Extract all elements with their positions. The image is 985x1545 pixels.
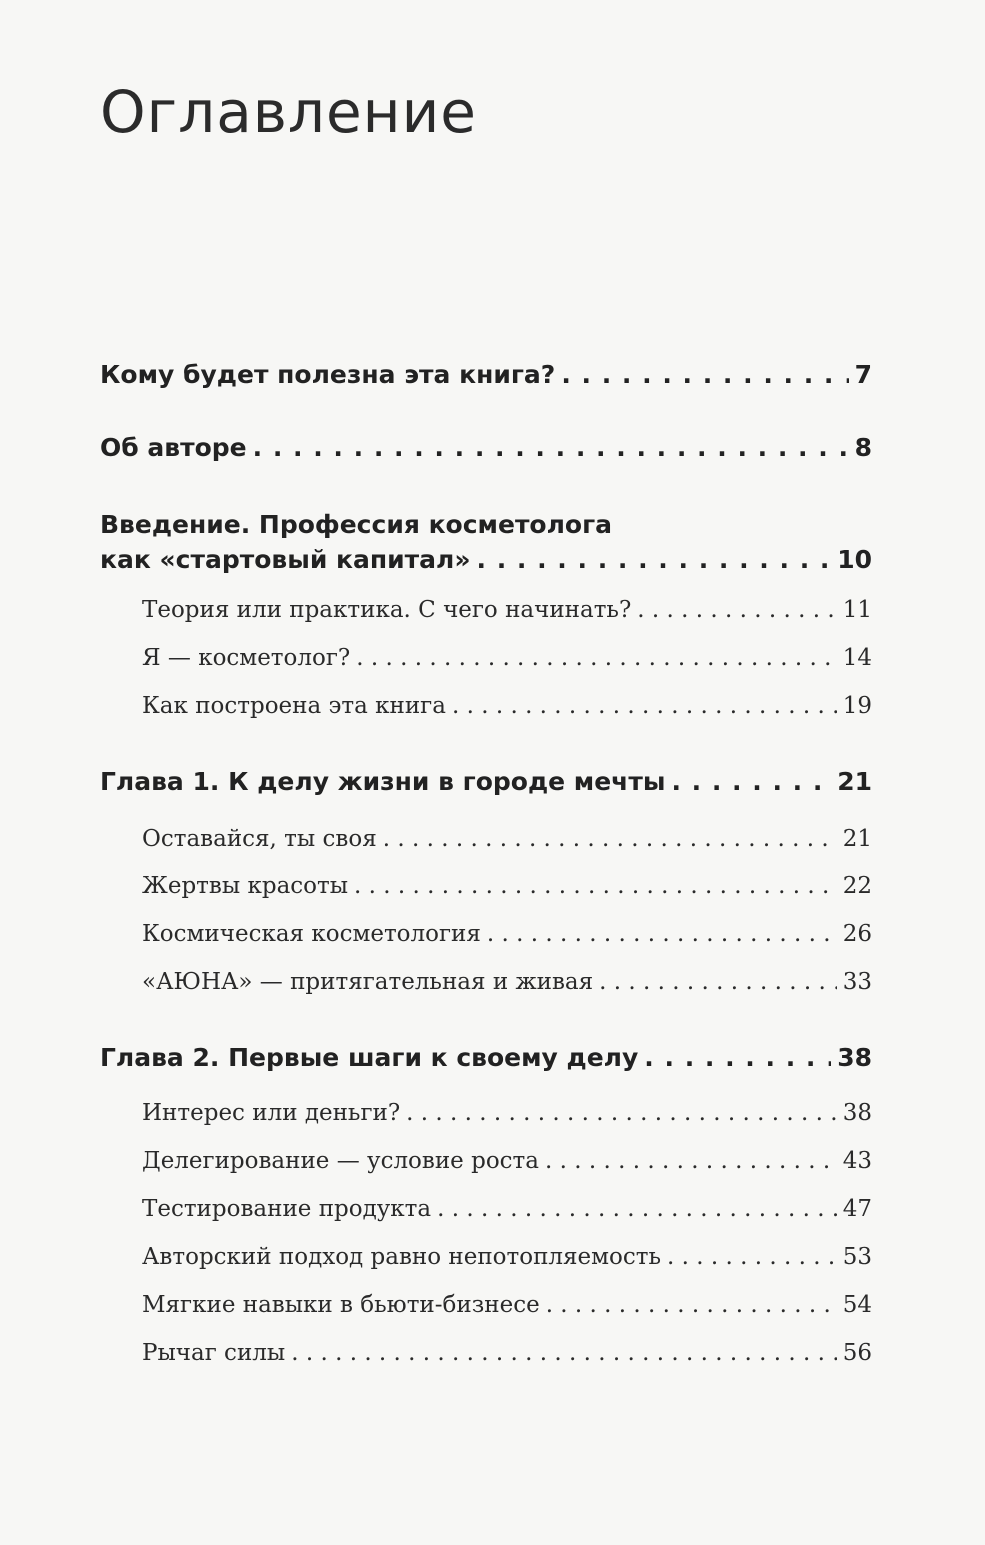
toc-entry-label: Как построена эта книга bbox=[142, 693, 446, 719]
toc-leader-dots bbox=[667, 1244, 837, 1270]
toc-entry-page: 47 bbox=[842, 1196, 872, 1222]
toc-entry-page: 21 bbox=[842, 826, 872, 852]
page-title: Оглавление bbox=[100, 78, 477, 146]
toc-entry-page: 21 bbox=[837, 767, 872, 796]
toc-leader-dots bbox=[452, 693, 837, 719]
toc-leader-dots bbox=[383, 826, 837, 852]
toc-leader-dots bbox=[477, 545, 832, 574]
toc-entry-section[interactable] bbox=[142, 1244, 872, 1270]
toc-leader-dots bbox=[561, 360, 848, 389]
toc-entry-page: 26 bbox=[842, 921, 872, 947]
toc-leader-dots bbox=[546, 1292, 837, 1318]
toc-entry-page: 54 bbox=[842, 1292, 872, 1318]
toc-entry-label: Жертвы красоты bbox=[142, 873, 349, 899]
toc-entry-label: Рычаг силы bbox=[142, 1340, 286, 1366]
toc-entry-page: 8 bbox=[854, 433, 872, 462]
toc-entry-label: Глава 1. К делу жизни в городе мечты bbox=[100, 767, 666, 796]
toc-leader-dots bbox=[356, 645, 837, 671]
toc-leader-dots bbox=[291, 1340, 837, 1366]
toc-leader-dots bbox=[644, 1043, 831, 1072]
toc-entry-section[interactable] bbox=[142, 693, 872, 719]
toc-entry-page: 7 bbox=[854, 360, 872, 389]
toc-entry-section[interactable] bbox=[142, 873, 872, 899]
toc-leader-dots bbox=[545, 1148, 837, 1174]
toc-leader-dots bbox=[253, 433, 849, 462]
toc-entry-page: 43 bbox=[842, 1148, 872, 1174]
toc-entry-page: 11 bbox=[842, 597, 872, 623]
toc-entry-page: 14 bbox=[842, 645, 872, 671]
toc-entry-section[interactable] bbox=[142, 1100, 872, 1126]
toc-entry-chapter[interactable] bbox=[100, 545, 872, 574]
toc-entry-label: Интерес или деньги? bbox=[142, 1100, 401, 1126]
toc-entry-section[interactable] bbox=[142, 645, 872, 671]
toc-entry-section[interactable] bbox=[142, 597, 872, 623]
toc-entry-page: 38 bbox=[837, 1043, 872, 1072]
toc-entry-label: Авторский подход равно непотопляемость bbox=[142, 1244, 662, 1270]
toc-entry-label: Об авторе bbox=[100, 433, 247, 462]
toc-entry-label: Теория или практика. С чего начинать? bbox=[142, 597, 632, 623]
toc-entry-label: Мягкие навыки в бьюти-бизнесе bbox=[142, 1292, 540, 1318]
toc-entry-chapter[interactable] bbox=[100, 360, 872, 389]
toc-entry-section[interactable] bbox=[142, 969, 872, 995]
toc-leader-dots bbox=[437, 1196, 837, 1222]
toc-leader-dots bbox=[599, 969, 837, 995]
toc-entry-page: 10 bbox=[837, 545, 872, 574]
toc-entry-page: 38 bbox=[842, 1100, 872, 1126]
toc-leader-dots bbox=[406, 1100, 837, 1126]
toc-leader-dots bbox=[487, 921, 837, 947]
toc-entry-label: Тестирование продукта bbox=[142, 1196, 432, 1222]
toc-entry-label: Делегирование — условие роста bbox=[142, 1148, 539, 1174]
toc-entry-label: Оставайся, ты своя bbox=[142, 826, 377, 852]
toc-entry-page: 22 bbox=[842, 873, 872, 899]
toc-entry-section[interactable] bbox=[142, 1196, 872, 1222]
toc-entry-page: 53 bbox=[842, 1244, 872, 1270]
toc-entry-label: Космическая косметология bbox=[142, 921, 481, 947]
toc-entry-section[interactable] bbox=[142, 826, 872, 852]
toc-entry-section[interactable] bbox=[142, 1148, 872, 1174]
toc-entry-section[interactable] bbox=[142, 921, 872, 947]
toc-leader-dots bbox=[671, 767, 831, 796]
toc-entry-section[interactable] bbox=[142, 1292, 872, 1318]
toc-leader-dots bbox=[354, 873, 837, 899]
toc-entry-chapter[interactable] bbox=[100, 1043, 872, 1072]
toc-entry-label: Глава 2. Первые шаги к своему делу bbox=[100, 1043, 639, 1072]
toc-entry-section[interactable] bbox=[142, 1340, 872, 1366]
toc-entry-page: 19 bbox=[842, 693, 872, 719]
toc-entry-chapter[interactable] bbox=[100, 767, 872, 796]
toc-entry-page: 56 bbox=[842, 1340, 872, 1366]
toc-entry-label: Я — косметолог? bbox=[142, 645, 351, 671]
toc-entry-chapter[interactable] bbox=[100, 433, 872, 462]
toc-entry-page: 33 bbox=[842, 969, 872, 995]
toc-entry-label: «АЮНА» — притягательная и живая bbox=[142, 969, 594, 995]
toc-entry-label: как «стартовый капитал» bbox=[100, 545, 471, 574]
toc-leader-dots bbox=[637, 597, 836, 623]
toc-entry-label: Кому будет полезна эта книга? bbox=[100, 360, 556, 389]
toc-entry-label-line1[interactable]: Введение. Профессия косметолога bbox=[100, 510, 613, 539]
